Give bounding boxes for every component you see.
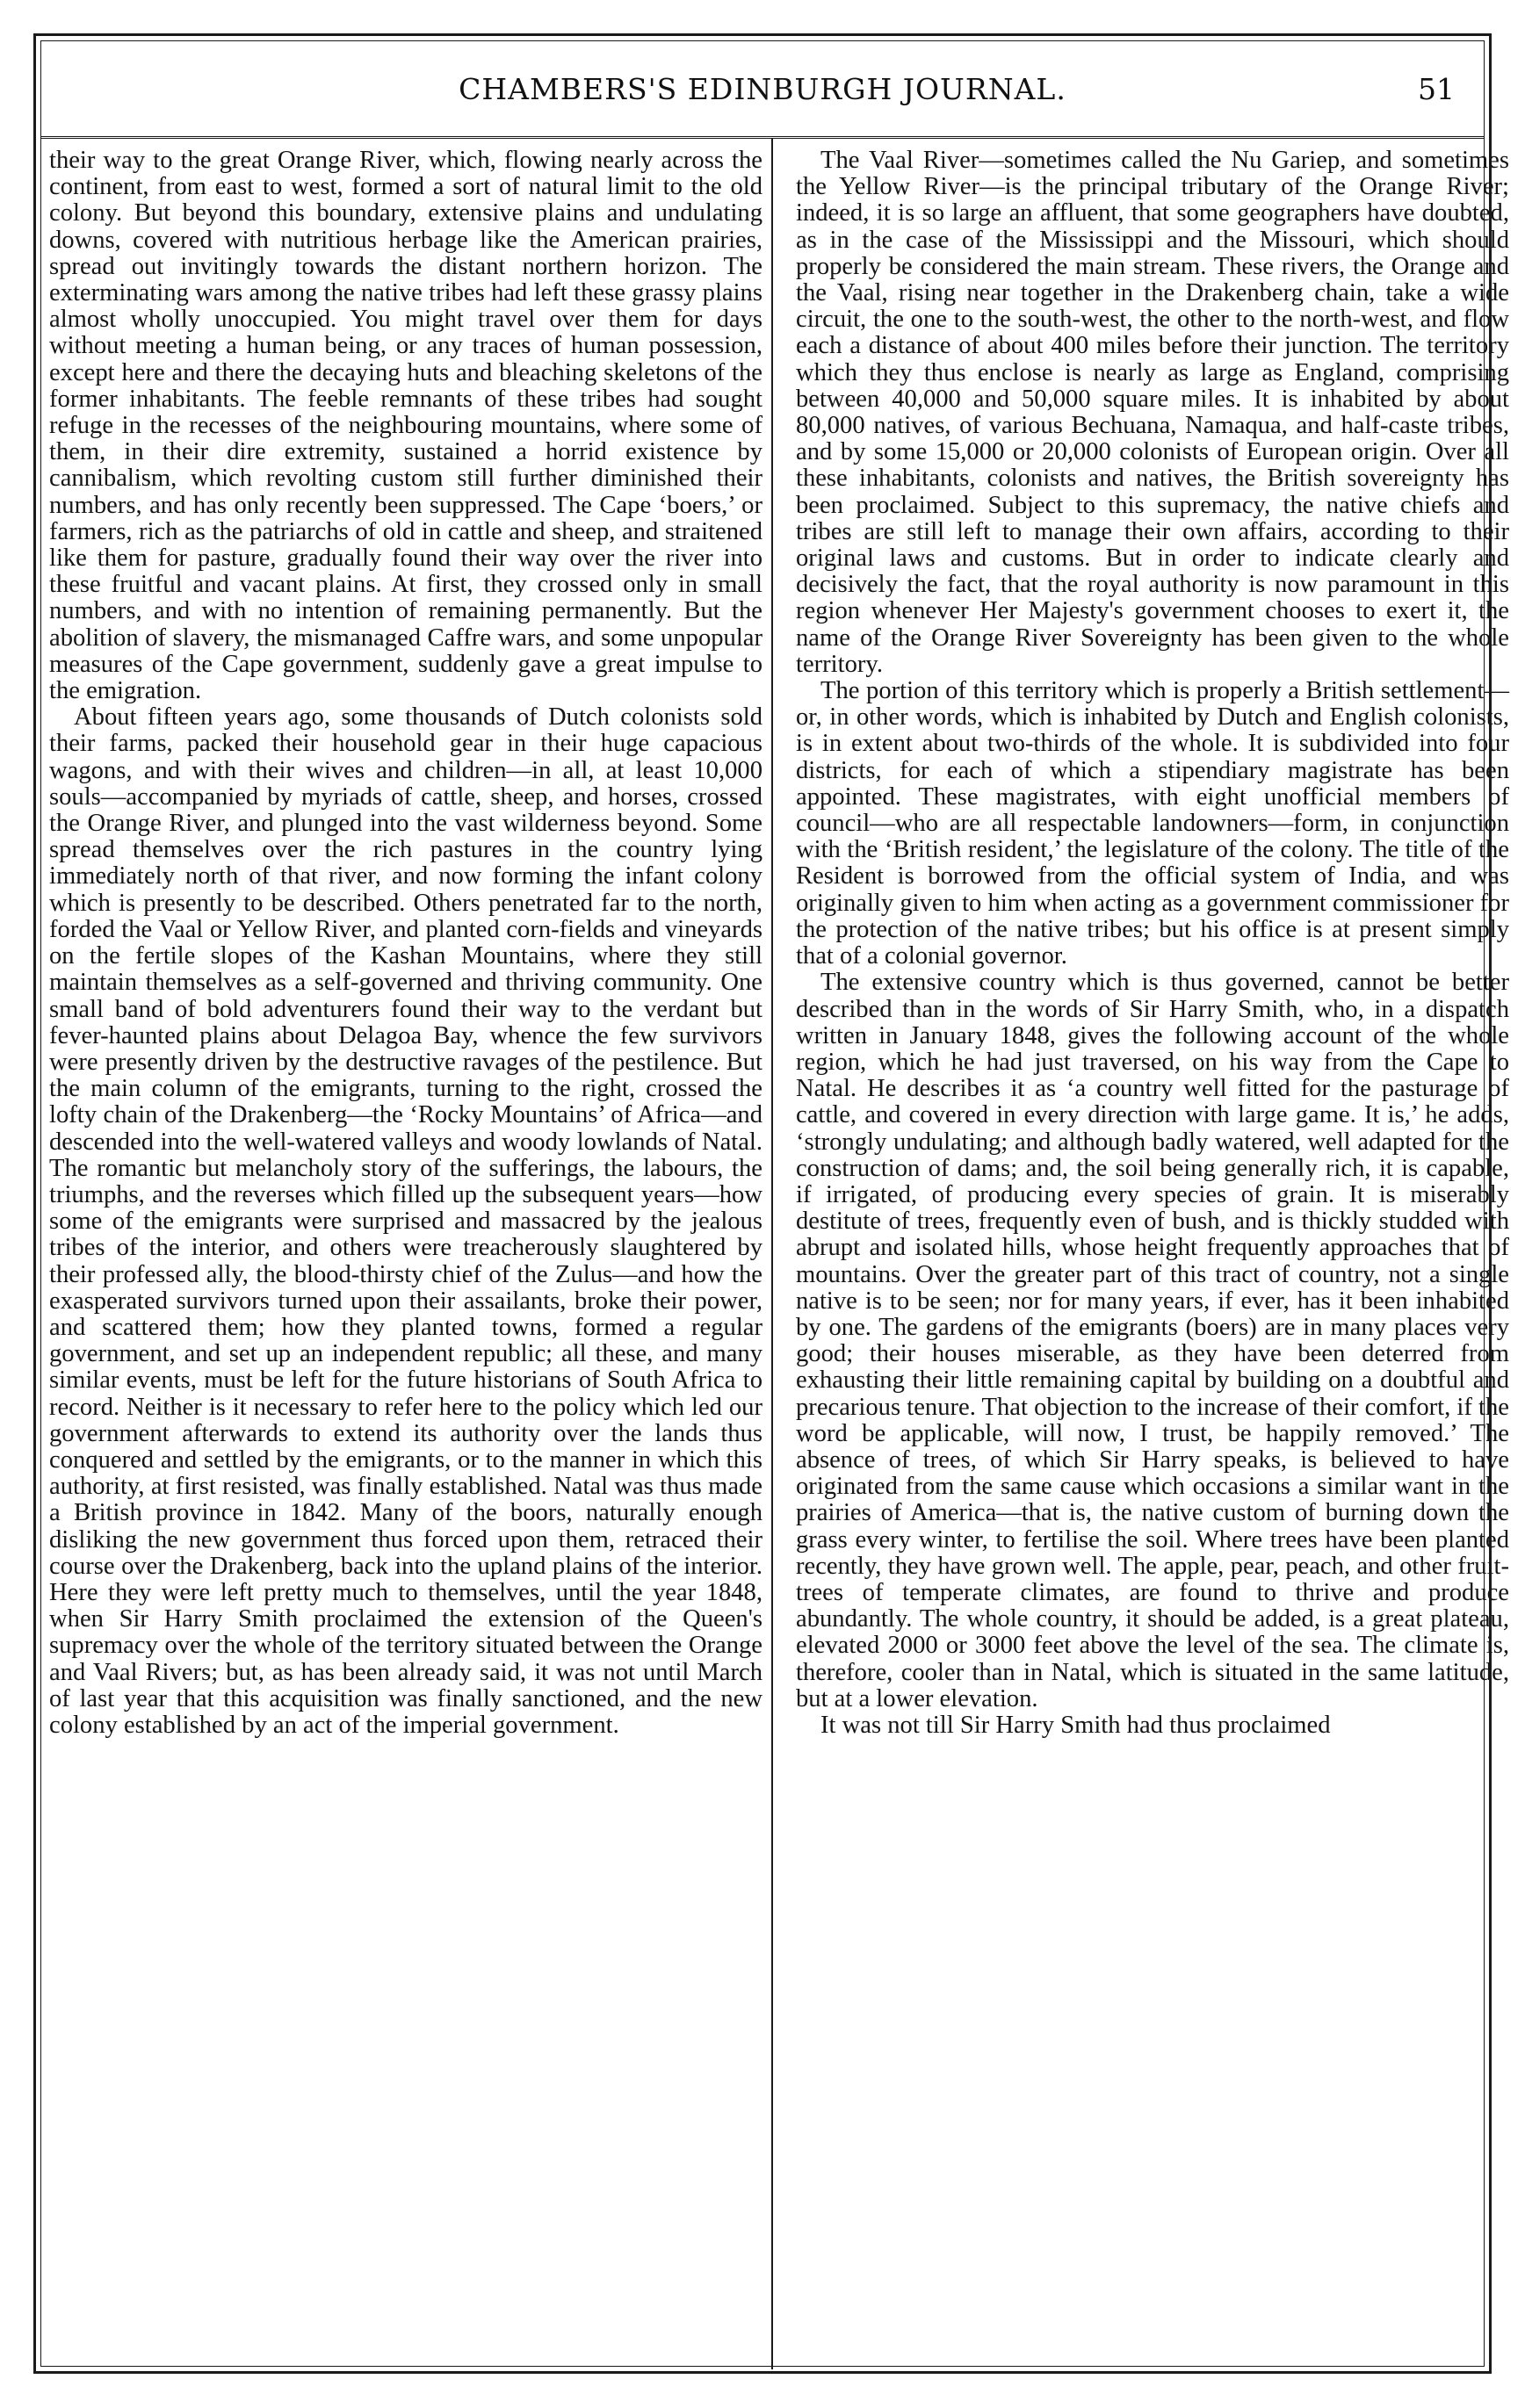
column-divider	[771, 139, 773, 2369]
paragraph: The extensive country which is thus governed, cannot be better described than in the words of Sir Harry Smith, who, in a dispatch written in January 1848, gives the following account of the whole region, which he had just traversed, on his way from the Cape to Natal. He describes it as ‘a country well fitted for the pasturage of cattle, and covered in every direction with large game. It is,’ he adds, ‘strongly undulating; and although badly watered, well adapted for the construction of dams; and, the soil being generally rich, it is capable, if irrigated, of producing every species of grain. It is miserably destitute of trees, frequently even of bush, and is thickly studded with abrupt and isolated hills, whose height frequently approaches that of mountains. Over the greater part of this tract of country, not a single native is to be seen; nor for many years, if ever, has it been inhabited by one. The gardens of the emigrants (boers) are in many places very good; their houses miserable, as they have been deterred from exhausting their little remaining capital by building on a doubtful and precarious tenure. That objection to the increase of their comfort, if the word be applicable, will now, I trust, be happily removed.’ The absence of trees, of which Sir Harry speaks, is believed to have originated from the same cause which occasions a similar want in the prairies of America—that is, the native custom of burning down the grass every winter, to fertilise the soil. Where trees have been planted recently, they have grown well. The apple, pear, peach, and other fruit-trees of temperate climates, are found to thrive and produce abundantly. The whole country, it should be added, is a great plateau, elevated 2000 or 3000 feet above the level of the sea. The climate is, therefore, cooler than in Natal, which is situated in the same latitude, but at a lower elevation.	[796, 969, 1509, 1712]
left-column	[49, 148, 762, 1739]
paragraph: their way to the great Orange River, which, flowing nearly across the continent, from east to west, formed a sort of natural limit to the old colony. But beyond this boundary, extensive plains and undulating downs, covered with nutritious herbage like the American prairies, spread out invitingly towards the distant northern horizon. The exterminating wars among the native tribes had left these grassy plains almost wholly unoccupied. You might travel over them for days without meeting a human being, or any traces of human possession, except here and there the decaying huts and bleaching skeletons of the former inhabitants. The feeble remnants of these tribes had sought refuge in the recesses of the neighbouring mountains, where some of them, in their dire extremity, sustained a horrid existence by cannibalism, which revolting custom still further diminished their numbers, and has only recently been suppressed. The Cape ‘boers,’ or farmers, rich as the patriarchs of old in cattle and sheep, and straitened like them for pasture, gradually found their way over the river into these fruitful and vacant plains. At first, they crossed only in small numbers, and with no intention of remaining permanently. But the abolition of slavery, the mismanaged Caffre wars, and some unpopular measures of the Cape government, suddenly gave a great impulse to the emigration.	[49, 147, 762, 705]
paragraph: The portion of this territory which is properly a British settlement—or, in other words, which is inhabited by Dutch and English colonists, is in extent about two-thirds of the whole. It is subdivided into four districts, for each of which a stipendiary magistrate has been appointed. These magistrates, with eight unofficial members of council—who are all respectable landowners—form, in conjunction with the ‘British resident,’ the legislature of the colony. The title of the Resident is borrowed from the official system of India, and was originally given to him when acting as a government commissioner for the protection of the native tribes; but his office is at present simply that of a colonial governor.	[796, 677, 1509, 970]
paragraph: The Vaal River—sometimes called the Nu Gariep, and sometimes the Yellow River—is the principal tributary of the Orange River; indeed, it is so large an affluent, that some geographers have doubted, as in the case of the Mississippi and the Missouri, which should properly be considered the main stream. These rivers, the Orange and the Vaal, rising near together in the Drakenberg chain, take a wide circuit, the one to the south-west, the other to the north-west, and flow each a distance of about 400 miles before their junction. The territory which they thus enclose is nearly as large as England, comprising between 40,000 and 50,000 square miles. It is inhabited by about 80,000 natives, of various Bechuana, Namaqua, and half-caste tribes, and by some 15,000 or 20,000 colonists of European origin. Over all these inhabitants, colonists and natives, the British sovereignty has been proclaimed. Subject to this supremacy, the native chiefs and tribes are still left to manage their own affairs, according to their original laws and customs. But in order to indicate clearly and decisively the fact, that the royal authority is now paramount in this region whenever Her Majesty's government chooses to exert it, the name of the Orange River Sovereignty has been given to the whole territory.	[796, 147, 1509, 678]
page-number: 51	[1418, 72, 1455, 106]
paragraph: It was not till Sir Harry Smith had thus proclaimed	[820, 1711, 1331, 1739]
right-column	[796, 148, 1509, 1739]
journal-title: CHAMBERS'S EDINBURGH JOURNAL.	[459, 72, 1066, 106]
paragraph: About fifteen years ago, some thousands of Dutch colonists sold their farms, packed their household gear in their huge capacious wagons, and with their wives and children—in all, at least 10,000 souls—accompanied by myriads of cattle, sheep, and horses, crossed the Orange River, and plunged into the vast wilderness beyond. Some spread themselves over the rich pastures in the country lying immediately north of that river, and now forming the infant colony which is presently to be described. Others penetrated far to the north, forded the Vaal or Yellow River, and planted corn-fields and vineyards on the fertile slopes of the Kashan Mountains, where they still maintain themselves as a self-governed and thriving community. One small band of bold adventurers found their way to the verdant but fever-haunted plains about Delagoa Bay, whence the few survivors were presently driven by the destructive ravages of the pestilence. But the main column of the emigrants, turning to the right, crossed the lofty chain of the Drakenberg—the ‘Rocky Mountains’ of Africa—and descended into the well-watered valleys and woody lowlands of Natal. The romantic but melancholy story of the sufferings, the labours, the triumphs, and the reverses which filled up the subsequent years—how some of the emigrants were surprised and massacred by the jealous tribes of the interior, and others were treacherously slaughtered by their professed ally, the blood-thirsty chief of the Zulus—and how the exasperated survivors turned upon their assailants, broke their power, and scattered them; how they planted towns, formed a regular government, and set up an independent republic; all these, and many similar events, must be left for the future historians of South Africa to record. Neither is it necessary to refer here to the policy which led our government afterwards to extend its authority over the lands thus conquered and settled by the emigrants, or to the manner in which this authority, at first resisted, was finally established. Natal was thus made a British province in 1842. Many of the boors, naturally enough disliking the new government thus forced upon them, retraced their course over the Drakenberg, back into the upland plains of the interior. Here they were left pretty much to themselves, until the year 1848, when Sir Harry Smith proclaimed the extension of the Queen's supremacy over the whole of the territory situated between the Orange and Vaal Rivers; but, as has been already said, it was not until March of last year that this acquisition was finally sanctioned, and the new colony established by an act of the imperial government.	[49, 703, 762, 1739]
running-header	[40, 40, 1485, 139]
